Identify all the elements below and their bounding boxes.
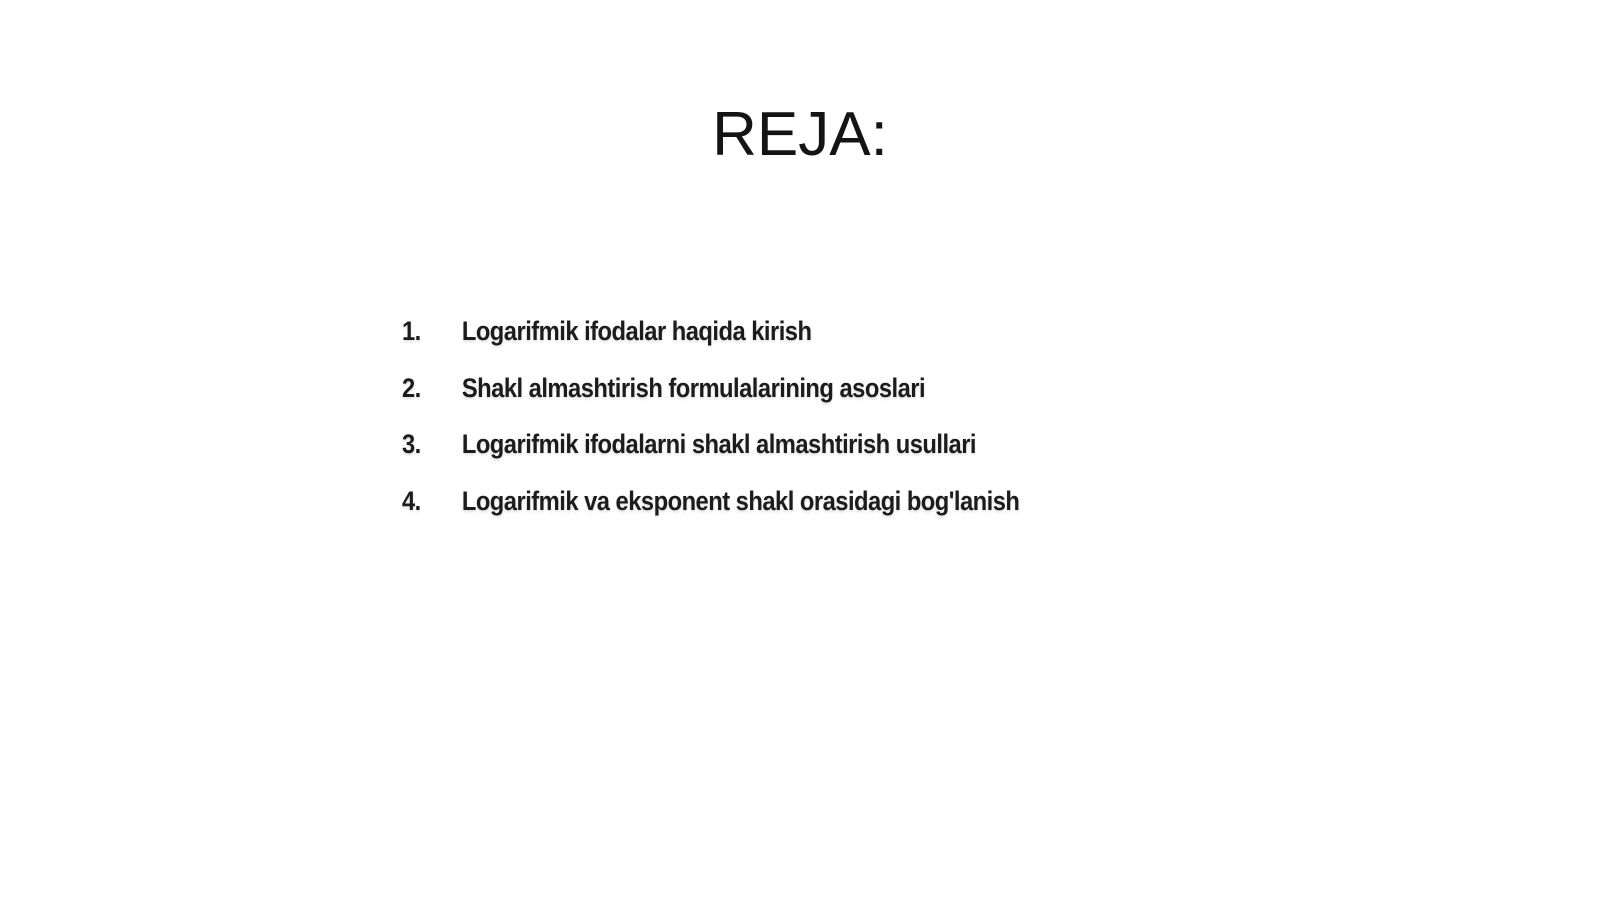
agenda-item-1 xyxy=(402,316,1019,373)
slide-title: REJA: xyxy=(712,100,888,169)
agenda-item-3 xyxy=(402,429,1019,486)
agenda-item-number: 4. xyxy=(402,485,421,516)
agenda-item-text: Logarifmik ifodalarni shakl almashtirish usullari xyxy=(461,429,977,459)
agenda-list xyxy=(402,316,1104,542)
agenda-item-text: Logarifmik ifodalar haqida kirish xyxy=(461,316,812,346)
agenda-item-text: Logarifmik va eksponent shakl orasidagi bog'lanish xyxy=(461,485,1020,516)
agenda-item-number: 3. xyxy=(402,429,421,459)
agenda-item-number: 2. xyxy=(402,372,421,403)
agenda-item-number: 1. xyxy=(402,316,421,346)
agenda-item-4 xyxy=(402,486,1019,543)
agenda-item-2 xyxy=(402,373,1019,430)
agenda-item-text: Shakl almashtirish formulalarining asoslari xyxy=(461,372,926,403)
